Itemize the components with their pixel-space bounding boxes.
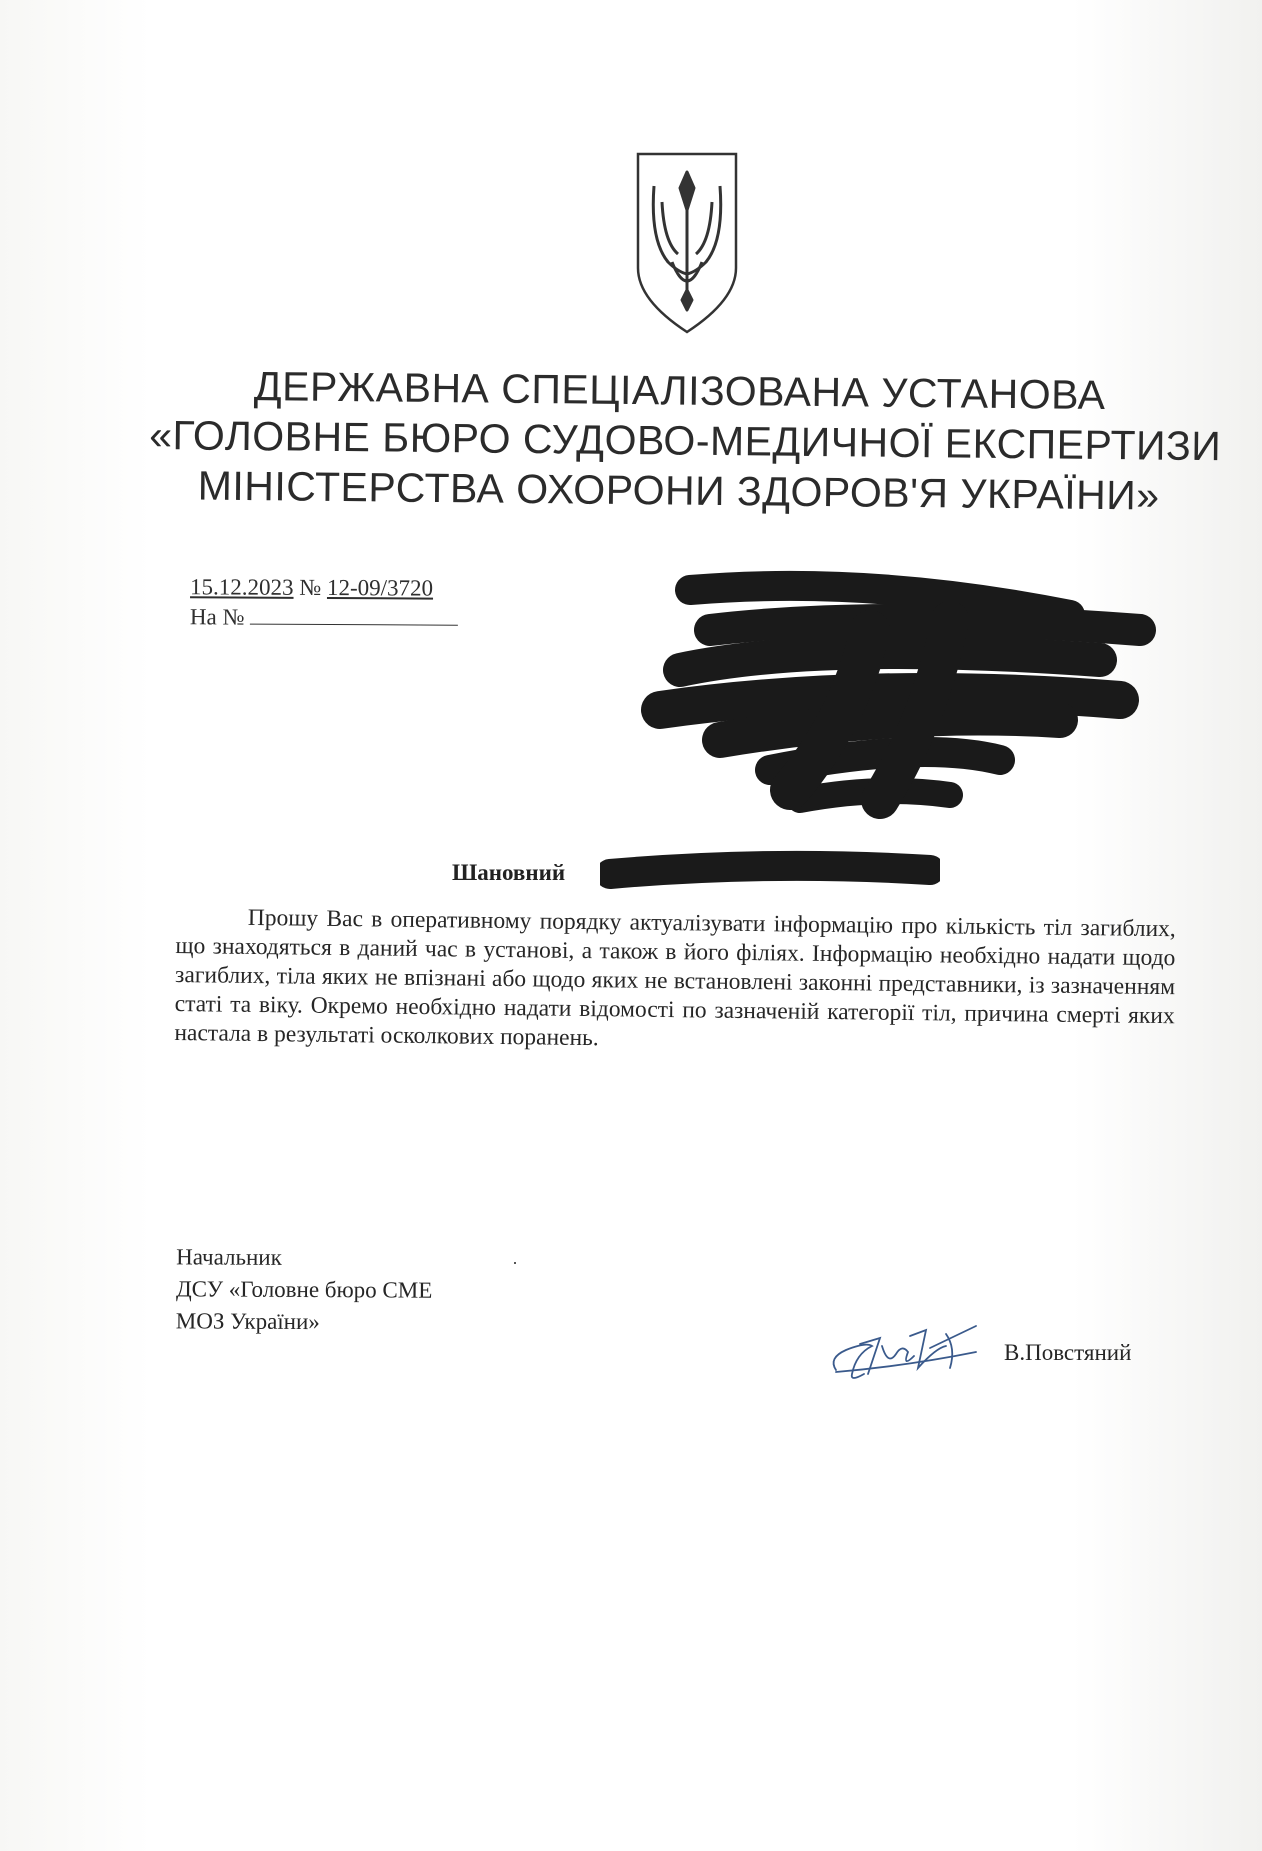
trident-coat-of-arms-icon — [632, 150, 742, 336]
salutation: Шановний — [452, 860, 566, 885]
redacted-recipient-name — [600, 848, 940, 896]
reference-label: На № — [189, 604, 245, 630]
document-meta — [190, 572, 459, 633]
header-line-3: МІНІСТЕРСТВА ОХОРОНИ ЗДОРОВ'Я УКРАЇНИ» — [197, 462, 1160, 519]
signer-position-line-3: МОЗ України» — [175, 1308, 320, 1335]
header-line-1: ДЕРЖАВНА СПЕЦІАЛІЗОВАНА УСТАНОВА — [253, 363, 1106, 419]
header-line-2: «ГОЛОВНЕ БЮРО СУДОВО-МЕДИЧНОЇ ЕКСПЕРТИЗИ — [148, 411, 1222, 470]
ink-speck — [514, 1262, 516, 1264]
reference-blank — [250, 604, 458, 626]
letter-body: Прошу Вас в оперативному порядку актуалізувати інформацію про кількість тіл загиблих, що знаходяться в даний час в установі, а також в його філіях. Інформацію необхідно надати щодо загиблих, тіла яких не впізнані або щодо яких не встановлені законні представники, із зазначенням статі та віку. Окремо необхідно надати відомості по зазначеній категорії тіл, причина смерті яких настала в результаті осколкових поранень. — [174, 904, 1176, 1052]
signer-position-line-1: Начальник — [176, 1244, 282, 1270]
redacted-addressee — [620, 570, 1160, 820]
signer-position-line-2: ДСУ «Головне бюро СМЕ — [175, 1276, 433, 1303]
handwritten-signature — [826, 1308, 986, 1388]
document-number: 12-09/3720 — [326, 575, 434, 601]
signer-name: В.Повстяний — [1004, 1340, 1132, 1365]
signature-block — [176, 1241, 433, 1338]
document-date: 15.12.2023 — [190, 574, 294, 600]
institution-header — [148, 360, 1222, 521]
number-sign: № — [299, 574, 322, 600]
